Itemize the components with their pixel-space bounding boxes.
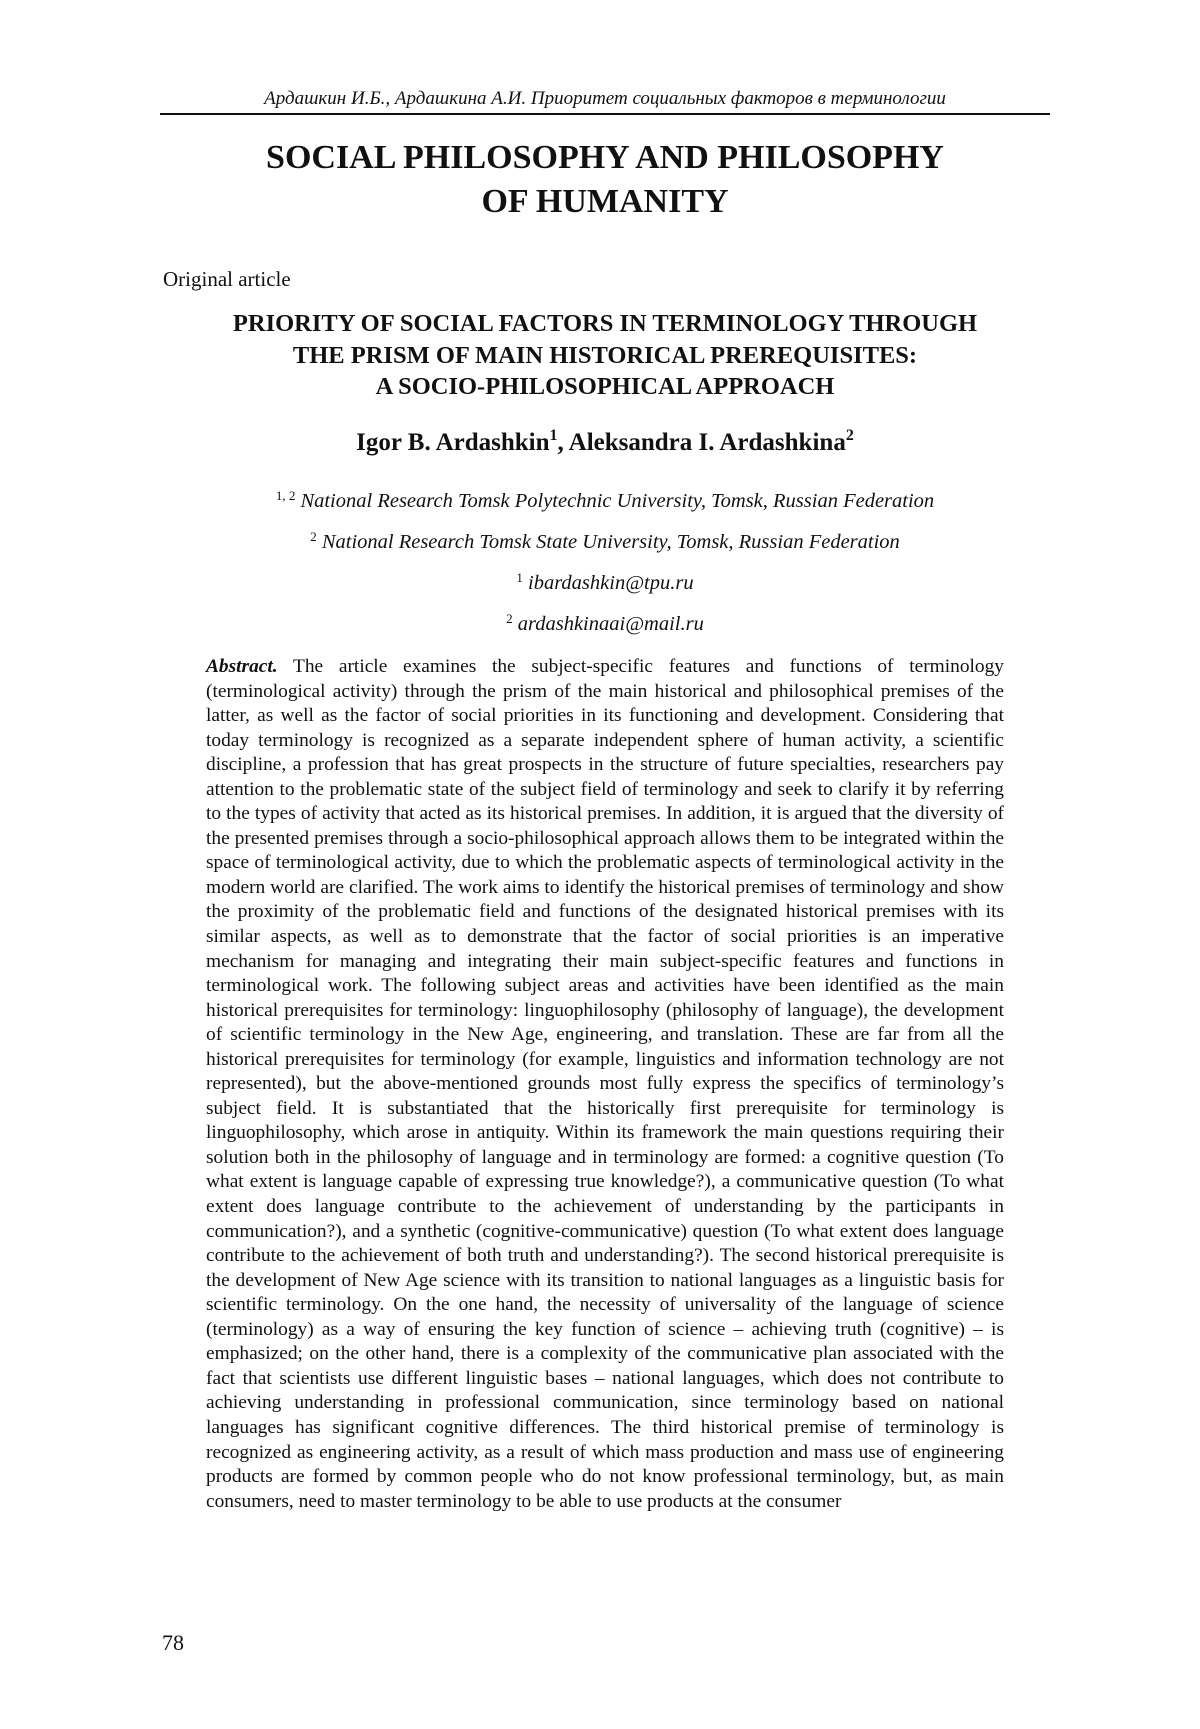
article-title — [160, 308, 1050, 403]
author-affiliation-mark: 2 — [845, 427, 854, 444]
affiliation-mark: 2 — [310, 529, 317, 544]
author-name: Aleksandra I. Ardashkina — [568, 429, 846, 456]
email-address[interactable]: ibardashkin@tpu.ru — [528, 572, 694, 594]
email — [160, 568, 1050, 609]
running-head: Ардашкин И.Б., Ардашкина А.И. Приоритет социальных факторов в терминологии — [264, 88, 946, 109]
article-title-line: A SOCIO-PHILOSOPHICAL APPROACH — [375, 373, 835, 400]
page-number: 78 — [162, 1630, 184, 1655]
affiliation — [160, 486, 1050, 527]
affiliation-text: National Research Tomsk State University, Tomsk, Russian Federation — [321, 531, 900, 553]
abstract-label: Abstract. — [206, 656, 278, 677]
abstract — [206, 655, 1004, 1514]
email — [160, 609, 1050, 650]
author-name: Igor B. Ardashkin — [356, 429, 550, 456]
email-mark: 2 — [506, 611, 513, 626]
article-title-line: THE PRISM OF MAIN HISTORICAL PREREQUISITES: — [292, 341, 918, 369]
email-address[interactable]: ardashkinaai@mail.ru — [517, 613, 704, 635]
author-affiliation-mark: 1 — [549, 427, 558, 444]
article-title-line: PRIORITY OF SOCIAL FACTORS IN TERMINOLOGY THROUGH — [232, 310, 978, 337]
section-title-line: OF HUMANITY — [481, 183, 729, 220]
affiliations — [160, 486, 1050, 650]
header-rule — [160, 113, 1050, 115]
abstract-text: The article examines the subject-specific features and functions of terminology (terminological activity) through the prism of the main historical and philosophical premises of the latter, as well as the factor of social priorities in its functioning and development. Considering that today terminology is recognized as a separate independent sphere of human activity, a scientific discipline, a profession that has great prospects in the structure of future specialties, researchers pay attention to the problematic state of the subject field of terminology and seek to clarify it by referring to the types of activity that acted as its historical premises. In addition, it is argued that the diversity of the presented premises through a socio-philosophical approach allows them to be integrated within the space of terminological activity, due to which the problematic aspects of terminological activity in the modern world are clarified. The work aims to identify the historical premises of terminology and show the proximity of the problematic field and functions of the designated historical premises with its similar aspects, as well as to demonstrate that the factor of social priorities is an imperative mechanism for managing and integrating their main subject-specific features and functions in terminological work. The following subject areas and activities have been identified as the main historical prerequisites for terminology: linguophilosophy (philosophy of language), the development of scientific terminology in the New Age, engineering, and translation. These are far from all the historical prerequisites for terminology (for example, linguistics and information technology are not represented), but the above-mentioned grounds most fully express the specifics of terminology’s subject field. It is substantiated that the historically first prerequisite for terminology is linguophilosophy, which arose in antiquity. Within its framework the main questions requiring their solution both in the philosophy of language and in terminology are formed: a cognitive question (To what extent is language capable of expressing true knowledge?), a communicative question (To what extent does language contribute to the achievement of understanding by the participants in communication?), and a synthetic (cognitive-communicative) question (To what extent does language contribute to the achievement of both truth and understanding?). The second historical prerequisite is the development of New Age science with its transition to national languages as a linguistic basis for scientific terminology. On the one hand, the necessity of universality of the language of science (terminology) as a way of ensuring the key function of science – achieving truth (cognitive) – is emphasized; on the other hand, there is a complexity of the communicative plan associated with the fact that scientists use different linguistic bases – national languages, which does not contribute to achieving understanding in professional communication, since terminology based on national languages has significant cognitive differences. The third historical premise of terminology is recognized as engineering activity, as a result of which mass production and mass use of engineering products are formed by common people who do not know professional terminology, but, as main consumers, need to master terminology to be able to use products at the consumer — [206, 656, 1004, 1512]
affiliation-mark: 1, 2 — [275, 488, 296, 503]
section-title — [160, 136, 1050, 224]
authors — [160, 428, 1050, 458]
article-type: Original article — [163, 267, 291, 291]
author-separator: , — [557, 429, 569, 456]
email-mark: 1 — [516, 570, 523, 585]
affiliation-text: National Research Tomsk Polytechnic University, Tomsk, Russian Federation — [300, 490, 935, 512]
affiliation — [160, 527, 1050, 568]
section-title-line: SOCIAL PHILOSOPHY AND PHILOSOPHY — [266, 139, 944, 176]
